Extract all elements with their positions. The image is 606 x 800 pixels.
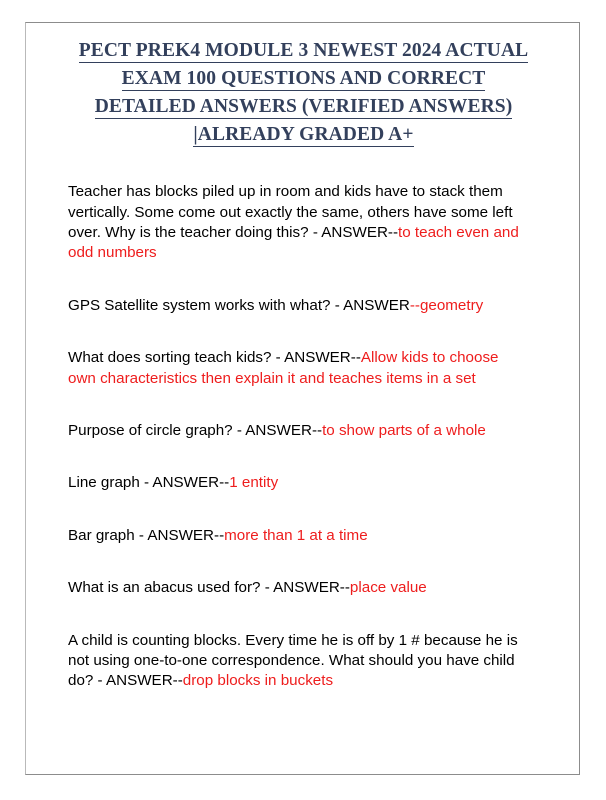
question-text: Bar graph - ANSWER-- [68,526,225,544]
qa-item [68,473,530,493]
qa-item [68,348,530,389]
answer-text: Allow kids to choose own characteristics then explain it and teaches items in a set [68,349,499,387]
question-text: What does sorting teach kids? - ANSWER-- [68,349,361,367]
qa-item [68,296,530,316]
page-title-line-2: EXAM 100 QUESTIONS AND CORRECT [121,68,486,89]
qa-item [68,182,530,264]
page-title-line-1: PECT PREK4 MODULE 3 NEWEST 2024 ACTUAL [78,40,529,61]
qa-item [68,421,530,441]
question-text: Purpose of circle graph? - ANSWER-- [68,422,323,440]
qa-list [68,167,530,692]
qa-item [68,631,530,692]
answer-text: to teach even and odd numbers [68,224,519,262]
page-title-line-4: |ALREADY GRADED A+ [193,124,414,145]
answer-text: more than 1 at a time [224,526,368,544]
qa-item [68,526,530,546]
page-title [56,37,551,149]
page-title-line-3: DETAILED ANSWERS (VERIFIED ANSWERS) [94,96,513,117]
answer-text: --geometry [409,296,484,314]
question-text: GPS Satellite system works with what? - ANSWER [68,296,410,314]
question-text: A child is counting blocks. Every time he is off by 1 # because he is not using one-to-one correspondence. What should you have child do? - ANSWER-- [68,631,518,690]
answer-text: 1 entity [229,474,279,492]
answer-text: place value [349,579,427,597]
document-page [25,22,580,775]
qa-item [68,578,530,598]
question-text: What is an abacus used for? - ANSWER-- [68,579,350,597]
question-text: Line graph - ANSWER-- [68,474,230,492]
answer-text: to show parts of a whole [322,422,486,440]
question-text: Teacher has blocks piled up in room and kids have to stack them vertically. Some come out exactly the same, others have some left over. Why is the teacher doing this? - ANSWER-- [68,183,513,241]
answer-text: drop blocks in buckets [182,672,334,690]
